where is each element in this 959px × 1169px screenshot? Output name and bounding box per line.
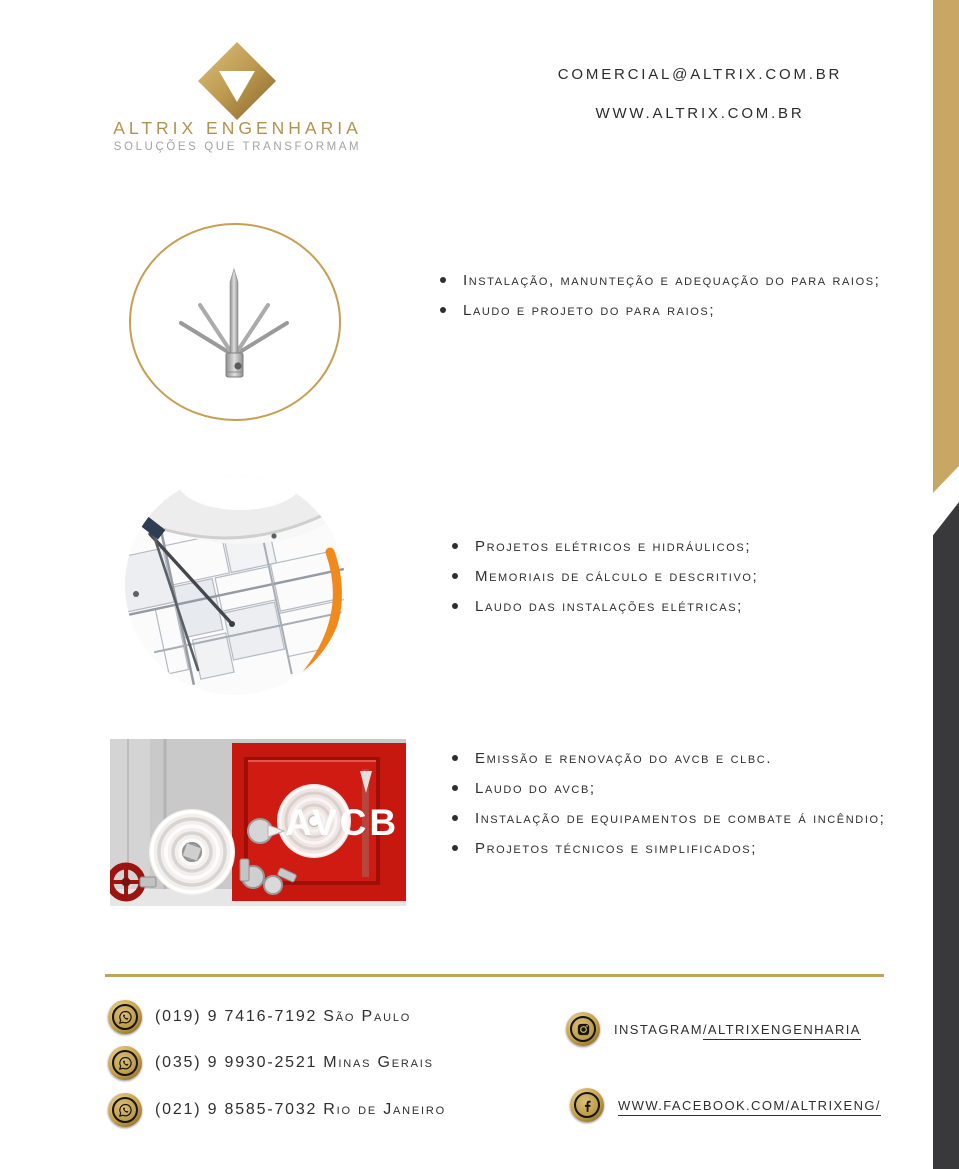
instagram-prefix: INSTAGRAM <box>614 1021 703 1037</box>
instagram-icon <box>566 1012 600 1046</box>
bullet-text: Projetos elétricos e hidráulicos; <box>475 538 752 555</box>
bullet-dot <box>440 307 446 313</box>
instagram-handle: /ALTRIXENGENHARIA <box>703 1022 861 1040</box>
phone-row-sao-paulo[interactable] <box>108 1000 411 1034</box>
gold-divider <box>105 974 884 977</box>
whatsapp-icon <box>108 1093 142 1127</box>
facebook-url: WWW.FACEBOOK.COM/ALTRIXENG/ <box>618 1098 881 1116</box>
phone-region: Rio de Janeiro <box>323 1101 446 1118</box>
list-item <box>452 775 937 803</box>
facebook-icon <box>570 1088 604 1122</box>
header-email[interactable]: COMERCIAL@ALTRIX.COM.BR <box>557 66 843 83</box>
avcb-image <box>110 739 406 906</box>
phone-region: São Paulo <box>323 1008 412 1025</box>
brand-diamond-logo <box>196 40 278 122</box>
facebook-url-text <box>618 1098 881 1113</box>
lightning-rod-image <box>128 222 342 422</box>
phone-region: Minas Gerais <box>323 1054 434 1071</box>
phone-text <box>155 1054 434 1072</box>
bullet-text: Laudo das instalações elétricas; <box>475 598 743 615</box>
whatsapp-icon <box>108 1000 142 1034</box>
facebook-link-row[interactable] <box>570 1088 881 1122</box>
instagram-handle-text <box>614 1022 861 1037</box>
bullet-dot <box>440 277 446 283</box>
bullet-dot <box>452 603 458 609</box>
bullet-text: Memoriais de cálculo e descritivo; <box>475 568 759 585</box>
brand-name: ALTRIX ENGENHARIA <box>113 118 362 138</box>
bullet-text: Instalação, manunteção e adequação do para raios; <box>463 272 881 289</box>
instagram-link-row[interactable] <box>566 1012 861 1046</box>
bullet-dot <box>452 845 458 851</box>
bullet-dot <box>452 573 458 579</box>
list-item <box>440 267 932 295</box>
bullet-text: Laudo e projeto do para raios; <box>463 302 716 319</box>
whatsapp-icon <box>108 1046 142 1080</box>
list-item <box>452 835 937 863</box>
section-para-raios-list <box>440 267 932 327</box>
blueprint-image <box>122 474 348 696</box>
bullet-text: Instalação de equipamentos de combate á incêndio; <box>475 810 886 827</box>
bullet-text: Laudo do avcb; <box>475 780 596 797</box>
list-item <box>452 805 937 833</box>
avcb-label: AVCB <box>284 802 400 843</box>
phone-number: (019) 9 7416-7192 <box>155 1008 318 1025</box>
list-item <box>452 593 932 621</box>
list-item <box>452 533 932 561</box>
section-projetos-list <box>452 533 932 623</box>
bullet-dot <box>452 815 458 821</box>
phone-text <box>155 1101 446 1119</box>
bullet-text: Emissão e renovação do avcb e clbc. <box>475 750 773 767</box>
phone-text <box>155 1008 411 1026</box>
brand-tagline: SOLUÇÕES QUE TRANSFORMAM <box>113 141 362 153</box>
list-item <box>452 745 937 773</box>
bullet-dot <box>452 543 458 549</box>
gold-edge-bar <box>933 0 959 493</box>
phone-number: (021) 9 8585-7032 <box>155 1101 318 1118</box>
header-website[interactable]: WWW.ALTRIX.COM.BR <box>595 105 805 122</box>
bullet-dot <box>452 785 458 791</box>
list-item <box>440 297 932 325</box>
bullet-dot <box>452 755 458 761</box>
section-avcb-list <box>452 745 937 865</box>
phone-number: (035) 9 9930-2521 <box>155 1054 318 1071</box>
phone-row-minas-gerais[interactable] <box>108 1046 434 1080</box>
left-hose-coil <box>149 809 235 895</box>
bullet-text: Projetos técnicos e simplificados; <box>475 840 757 857</box>
list-item <box>452 563 932 591</box>
phone-row-rio-de-janeiro[interactable] <box>108 1093 446 1127</box>
